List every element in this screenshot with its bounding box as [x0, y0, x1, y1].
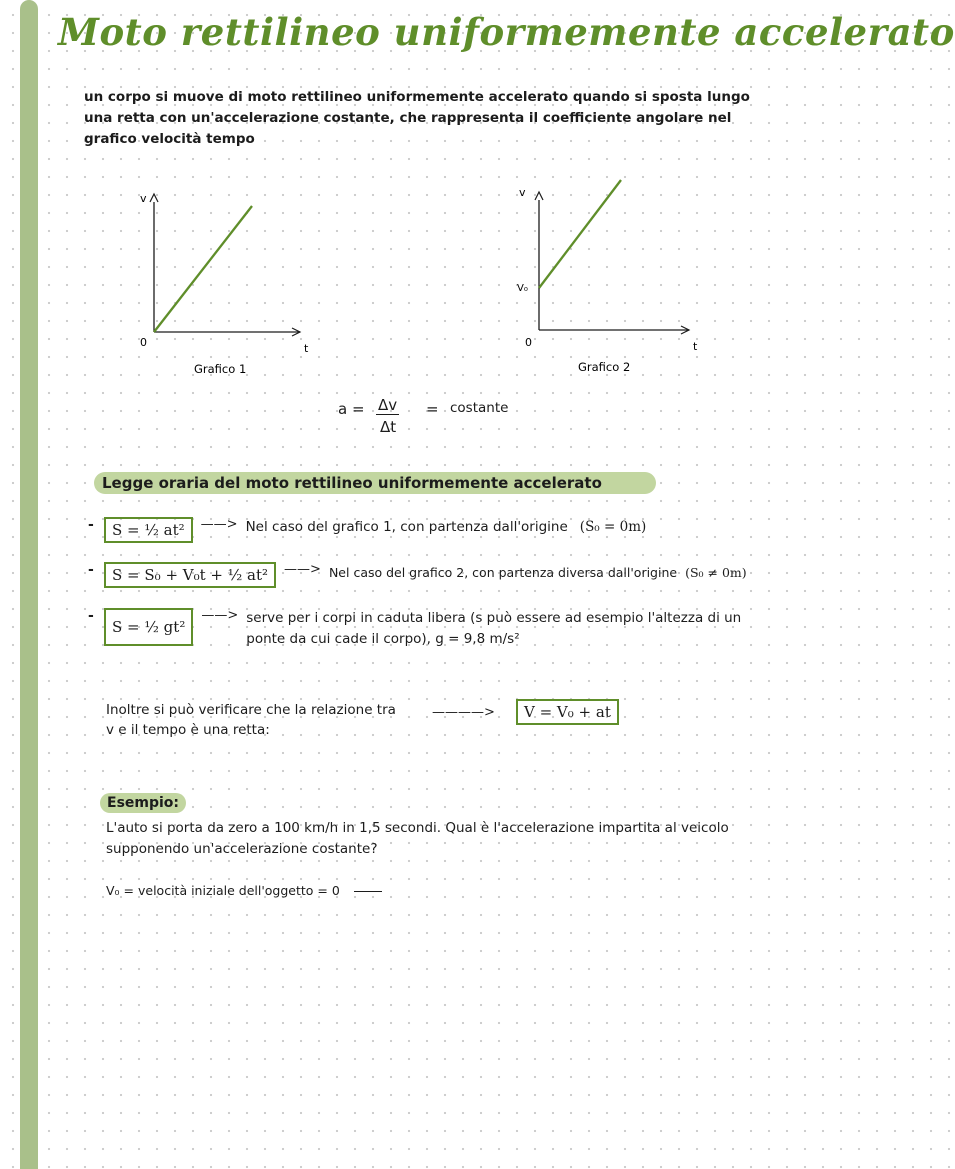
graph-1-caption: Grafico 1: [194, 362, 247, 376]
graph-2-y-label: v: [519, 186, 526, 199]
graph-2-y-arrow: [535, 192, 543, 200]
graph-1-y-arrow: [150, 194, 158, 202]
graph-1-x-label: t: [304, 342, 309, 355]
acceleration-denominator: Δt: [380, 418, 397, 436]
example-text: L'auto si porta da zero a 100 km/h in 1,5 secondi. Qual è l'accelerazione impartita al veicolo supponendo un'accelerazione costante?: [106, 820, 729, 857]
law-description: Nel caso del grafico 1, con partenza dall'origine: [245, 519, 568, 535]
intro-paragraph: un corpo si muove di moto rettilineo uniformemente accelerato quando si sposta lungo una retta con un'accelerazione costante, che rappresenta il coefficiente angolare nel grafico velocità tempo: [84, 89, 750, 147]
graph-1-y-label: v: [140, 192, 147, 205]
acceleration-equals: =: [426, 400, 439, 418]
acceleration-numerator: Δv: [378, 396, 398, 414]
law-row: [88, 562, 747, 588]
graph-2-origin: 0: [525, 336, 532, 349]
law-description: serve per i corpi in caduta libera (s può essere ad esempio l'altezza di un ponte da cui cade il corpo), g = 9,8 m/s²: [246, 610, 742, 647]
graph-1: [120, 180, 310, 385]
acceleration-lhs: a =: [338, 400, 365, 418]
graph-1-line: [154, 206, 252, 332]
relation-arrow: ————>: [432, 705, 495, 720]
v0-note-text: V₀ = velocità iniziale dell'oggetto = 0: [106, 883, 340, 898]
formula-box: S = ½ at²: [104, 517, 193, 543]
bullet-dash: -: [88, 562, 94, 578]
v0-note: [106, 883, 382, 898]
formula-box: S = S₀ + V₀t + ½ at²: [104, 562, 276, 588]
bullet-dash: -: [88, 517, 94, 533]
arrow: ——>: [200, 517, 238, 532]
arrow: ——>: [284, 562, 321, 577]
relation-text: Inoltre si può verificare che la relazione tra v e il tempo è una retta:: [106, 702, 396, 738]
arrow: ——>: [201, 608, 239, 623]
formula-box: S = ½ gt²: [104, 608, 193, 646]
acceleration-rhs: costante: [450, 400, 509, 416]
page-title: Moto rettilineo uniformemente accelerato: [58, 10, 955, 54]
relation-formula-box: V = V₀ + at: [516, 699, 619, 725]
law-condition: (S₀ ≠ 0m): [685, 565, 747, 580]
law-heading: Legge oraria del moto rettilineo uniformemente accelerato: [94, 472, 656, 494]
bullet-dash: -: [88, 608, 94, 624]
graph-1-origin: 0: [140, 336, 147, 349]
law-description: Nel caso del grafico 2, con partenza diversa dall'origine: [328, 565, 678, 580]
graph-2-v0-label: V₀: [517, 283, 528, 294]
example-tag: Esempio:: [100, 793, 186, 813]
graph-2-line: [539, 180, 621, 288]
graph-2-x-label: t: [693, 340, 698, 353]
v0-dash-line: [354, 891, 382, 892]
margin-bar: [20, 0, 38, 1169]
law-condition: (S₀ = 0m): [579, 519, 647, 535]
law-row: [88, 517, 646, 543]
law-row: [88, 608, 766, 650]
graph-2: [505, 178, 715, 383]
graph-2-caption: Grafico 2: [578, 360, 631, 374]
